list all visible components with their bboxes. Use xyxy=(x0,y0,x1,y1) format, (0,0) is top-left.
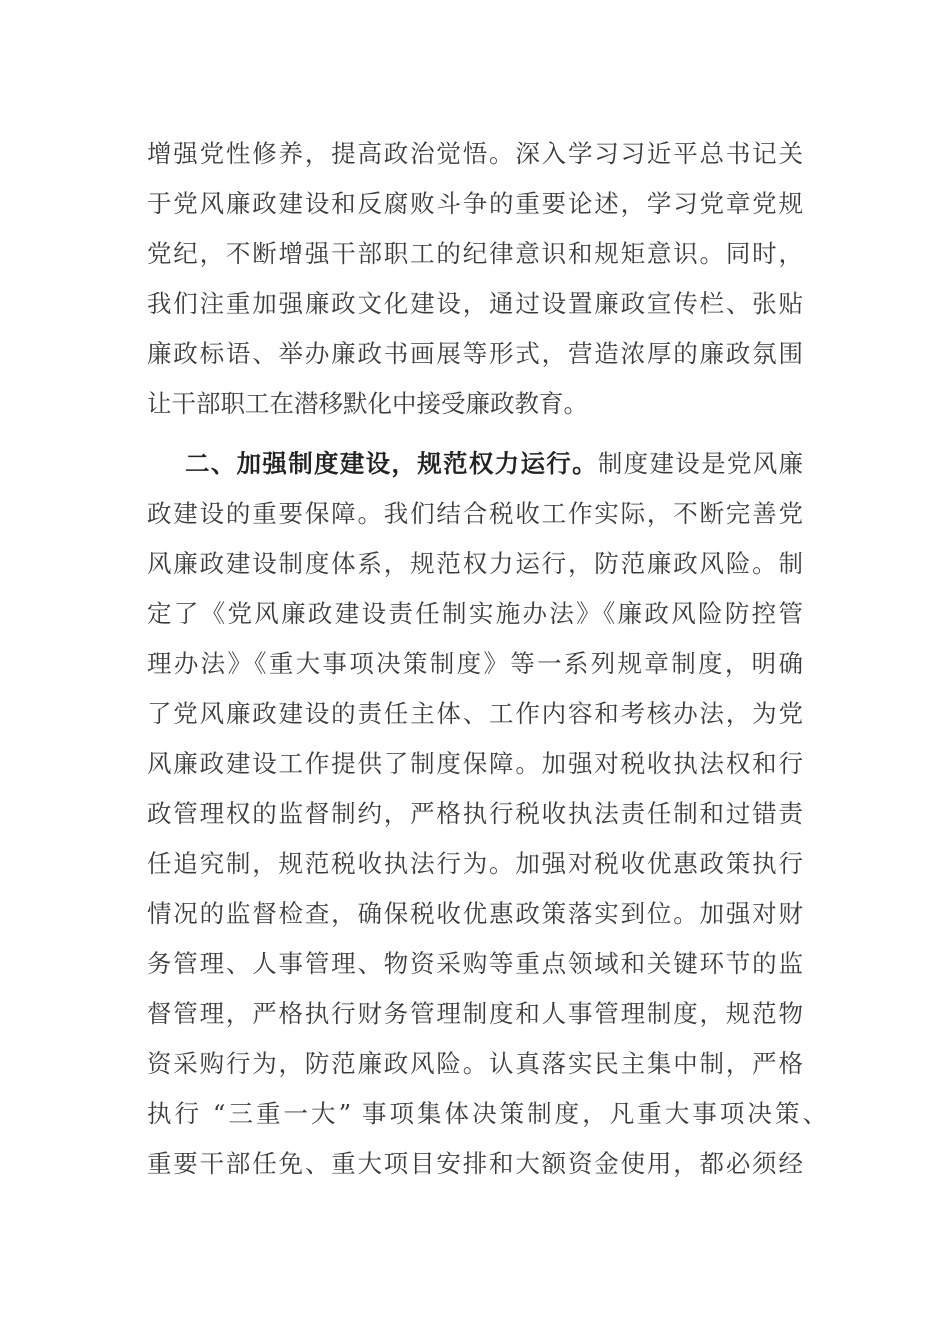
paragraph-2-line-3: 风廉政建设制度体系，规范权力运行，防范廉政风险。制 xyxy=(147,549,803,578)
paragraph-1-line-4: 我们注重加强廉政文化建设，通过设置廉政宣传栏、张贴 xyxy=(147,289,803,318)
paragraph-2-line-2: 政建设的重要保障。我们结合税收工作实际，不断完善党 xyxy=(147,499,803,528)
section-heading: 二、加强制度建设，规范权力运行。 xyxy=(185,449,598,478)
paragraph-2-line-8: 政管理权的监督制约，严格执行税收执法责任制和过错责 xyxy=(147,799,803,828)
paragraph-2-line-10: 情况的监督检查，确保税收优惠政策落实到位。加强对财 xyxy=(147,899,803,928)
paragraph-2-line-14: 执行 “三重一大” 事项集体决策制度，凡重大事项决策、 xyxy=(147,1099,827,1128)
paragraph-1-line-5: 廉政标语、举办廉政书画展等形式，营造浓厚的廉政氛围 xyxy=(147,339,803,368)
paragraph-1-line-3: 党纪，不断增强干部职工的纪律意识和规矩意识。同时， xyxy=(147,239,803,268)
paragraph-2-line-1-rest: 制度建设是党风廉 xyxy=(597,449,803,478)
paragraph-2-line-13: 资采购行为，防范廉政风险。认真落实民主集中制，严格 xyxy=(147,1049,803,1078)
paragraph-2-line-15: 重要干部任免、重大项目安排和大额资金使用，都必须经 xyxy=(147,1149,803,1178)
paragraph-1-line-2: 于党风廉政建设和反腐败斗争的重要论述，学习党章党规 xyxy=(147,189,803,218)
paragraph-1-line-6: 让干部职工在潜移默化中接受廉政教育。 xyxy=(147,389,588,418)
paragraph-1-line-1: 增强党性修养，提高政治觉悟。深入学习习近平总书记关 xyxy=(147,139,803,168)
paragraph-2-line-12: 督管理，严格执行财务管理制度和人事管理制度，规范物 xyxy=(147,999,803,1028)
paragraph-2-line-7: 风廉政建设工作提供了制度保障。加强对税收执法权和行 xyxy=(147,749,803,778)
paragraph-2-line-5: 理办法》《重大事项决策制度》等一系列规章制度，明确 xyxy=(147,649,803,678)
paragraph-2-line-11: 务管理、人事管理、物资采购等重点领域和关键环节的监 xyxy=(147,949,803,978)
paragraph-2-line-9: 任追究制，规范税收执法行为。加强对税收优惠政策执行 xyxy=(147,849,803,878)
paragraph-2-line-4: 定了《党风廉政建设责任制实施办法》《廉政风险防控管 xyxy=(147,599,803,628)
paragraph-2-line-6: 了党风廉政建设的责任主体、工作内容和考核办法，为党 xyxy=(147,699,803,728)
paragraph-2-line-1 xyxy=(185,444,803,484)
